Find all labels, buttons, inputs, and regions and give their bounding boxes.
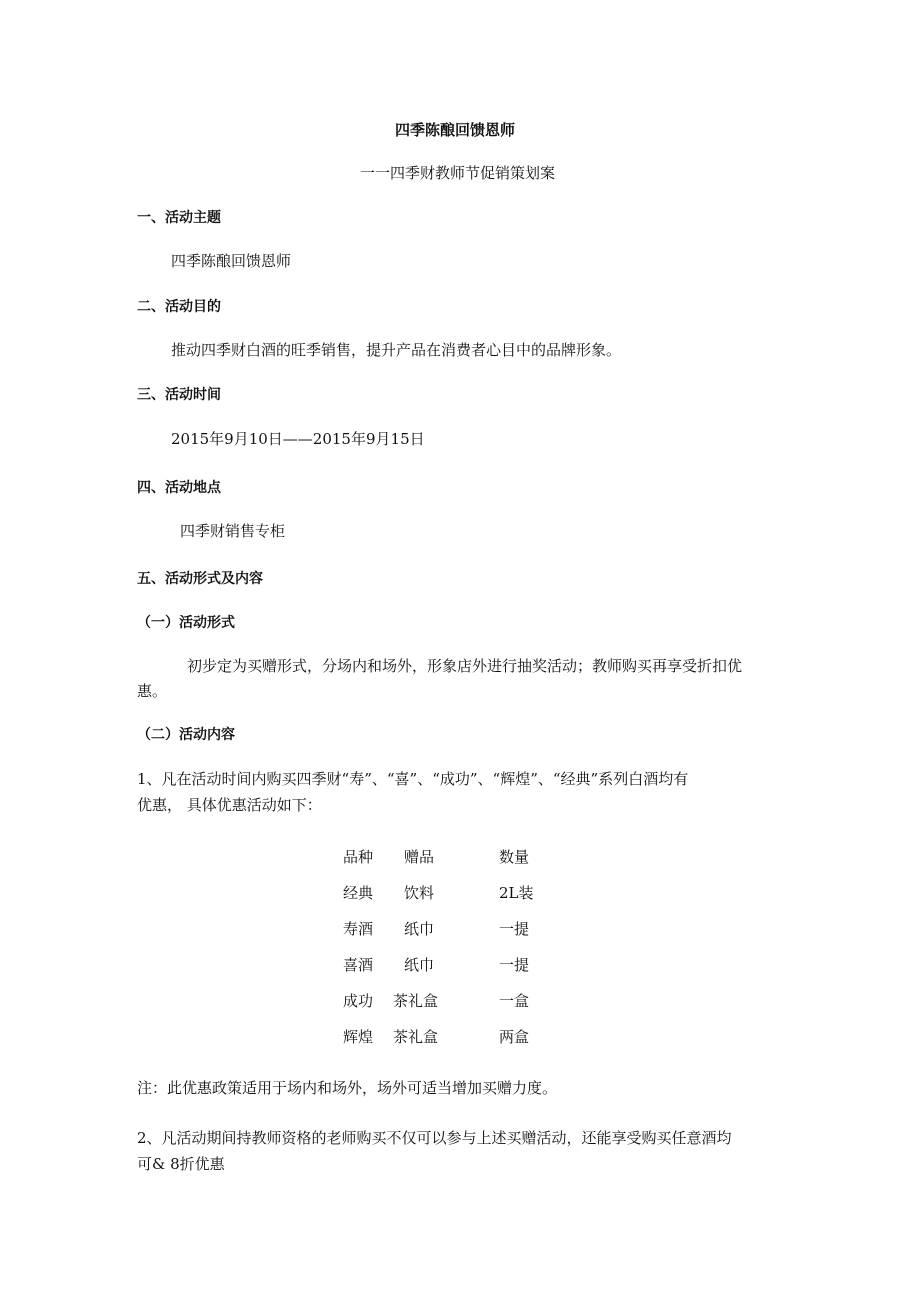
- table-cell: 2L装: [499, 884, 534, 902]
- table-cell: 喜酒: [343, 956, 374, 974]
- table-cell: 纸巾: [404, 920, 435, 938]
- subsection-heading-form: （一）活动形式: [137, 615, 235, 631]
- table-header-quantity: 数量: [499, 848, 530, 866]
- policy-note: 注：此优惠政策适用于场内和场外，场外可适当增加买赠力度。: [137, 1079, 558, 1097]
- table-cell: 经典: [343, 884, 374, 902]
- form-text-line1: 初步定为买赠形式，分场内和场外，形象店外进行抽奖活动；教师购买再享受折扣优: [187, 657, 743, 675]
- section-text-time: 2015年9月10日——2015年9月15日: [171, 430, 425, 448]
- section-text-theme: 四季陈酿回馈恩师: [171, 252, 292, 270]
- subsection-heading-content: （二）活动内容: [137, 727, 235, 743]
- section-text-location: 四季财销售专柜: [180, 522, 286, 540]
- document-subtitle: 一一四季财教师节促销策划案: [360, 164, 556, 182]
- section-heading-theme: 一、活动主题: [137, 210, 221, 226]
- section-heading-time: 三、活动时间: [137, 387, 221, 403]
- table-cell: 辉煌: [343, 1028, 374, 1046]
- item2-line1: 2、凡活动期间持教师资格的老师购买不仅可以参与上述买赠活动，还能享受购买任意酒均: [137, 1129, 732, 1147]
- table-cell: 成功: [343, 992, 374, 1010]
- table-cell: 茶礼盒: [393, 1028, 439, 1046]
- table-cell: 寿酒: [343, 920, 374, 938]
- document-title: 四季陈酿回馈恩师: [395, 121, 516, 139]
- table-cell: 一提: [499, 920, 530, 938]
- table-cell: 一盒: [499, 992, 530, 1010]
- table-header-variety: 品种: [343, 848, 374, 866]
- table-cell: 茶礼盒: [393, 992, 439, 1010]
- section-heading-purpose: 二、活动目的: [137, 299, 221, 315]
- item2-line2: 可& 8折优惠: [137, 1155, 225, 1173]
- table-header-gift: 赠品: [404, 848, 435, 866]
- table-cell: 一提: [499, 956, 530, 974]
- section-heading-format: 五、活动形式及内容: [137, 571, 263, 587]
- table-cell: 纸巾: [404, 956, 435, 974]
- content-text-line2: 优惠， 具体优惠活动如下：: [137, 796, 322, 814]
- table-cell: 饮料: [404, 884, 435, 902]
- content-text-line1: 1、凡在活动时间内购买四季财“寿”、“喜”、“成功”、“辉煌”、“经典”系列白酒均有: [137, 770, 689, 788]
- section-text-purpose: 推动四季财白酒的旺季销售，提升产品在消费者心目中的品牌形象。: [171, 341, 622, 359]
- table-cell: 两盒: [499, 1028, 530, 1046]
- form-text-line2: 惠。: [137, 682, 168, 700]
- section-heading-location: 四、活动地点: [137, 480, 221, 496]
